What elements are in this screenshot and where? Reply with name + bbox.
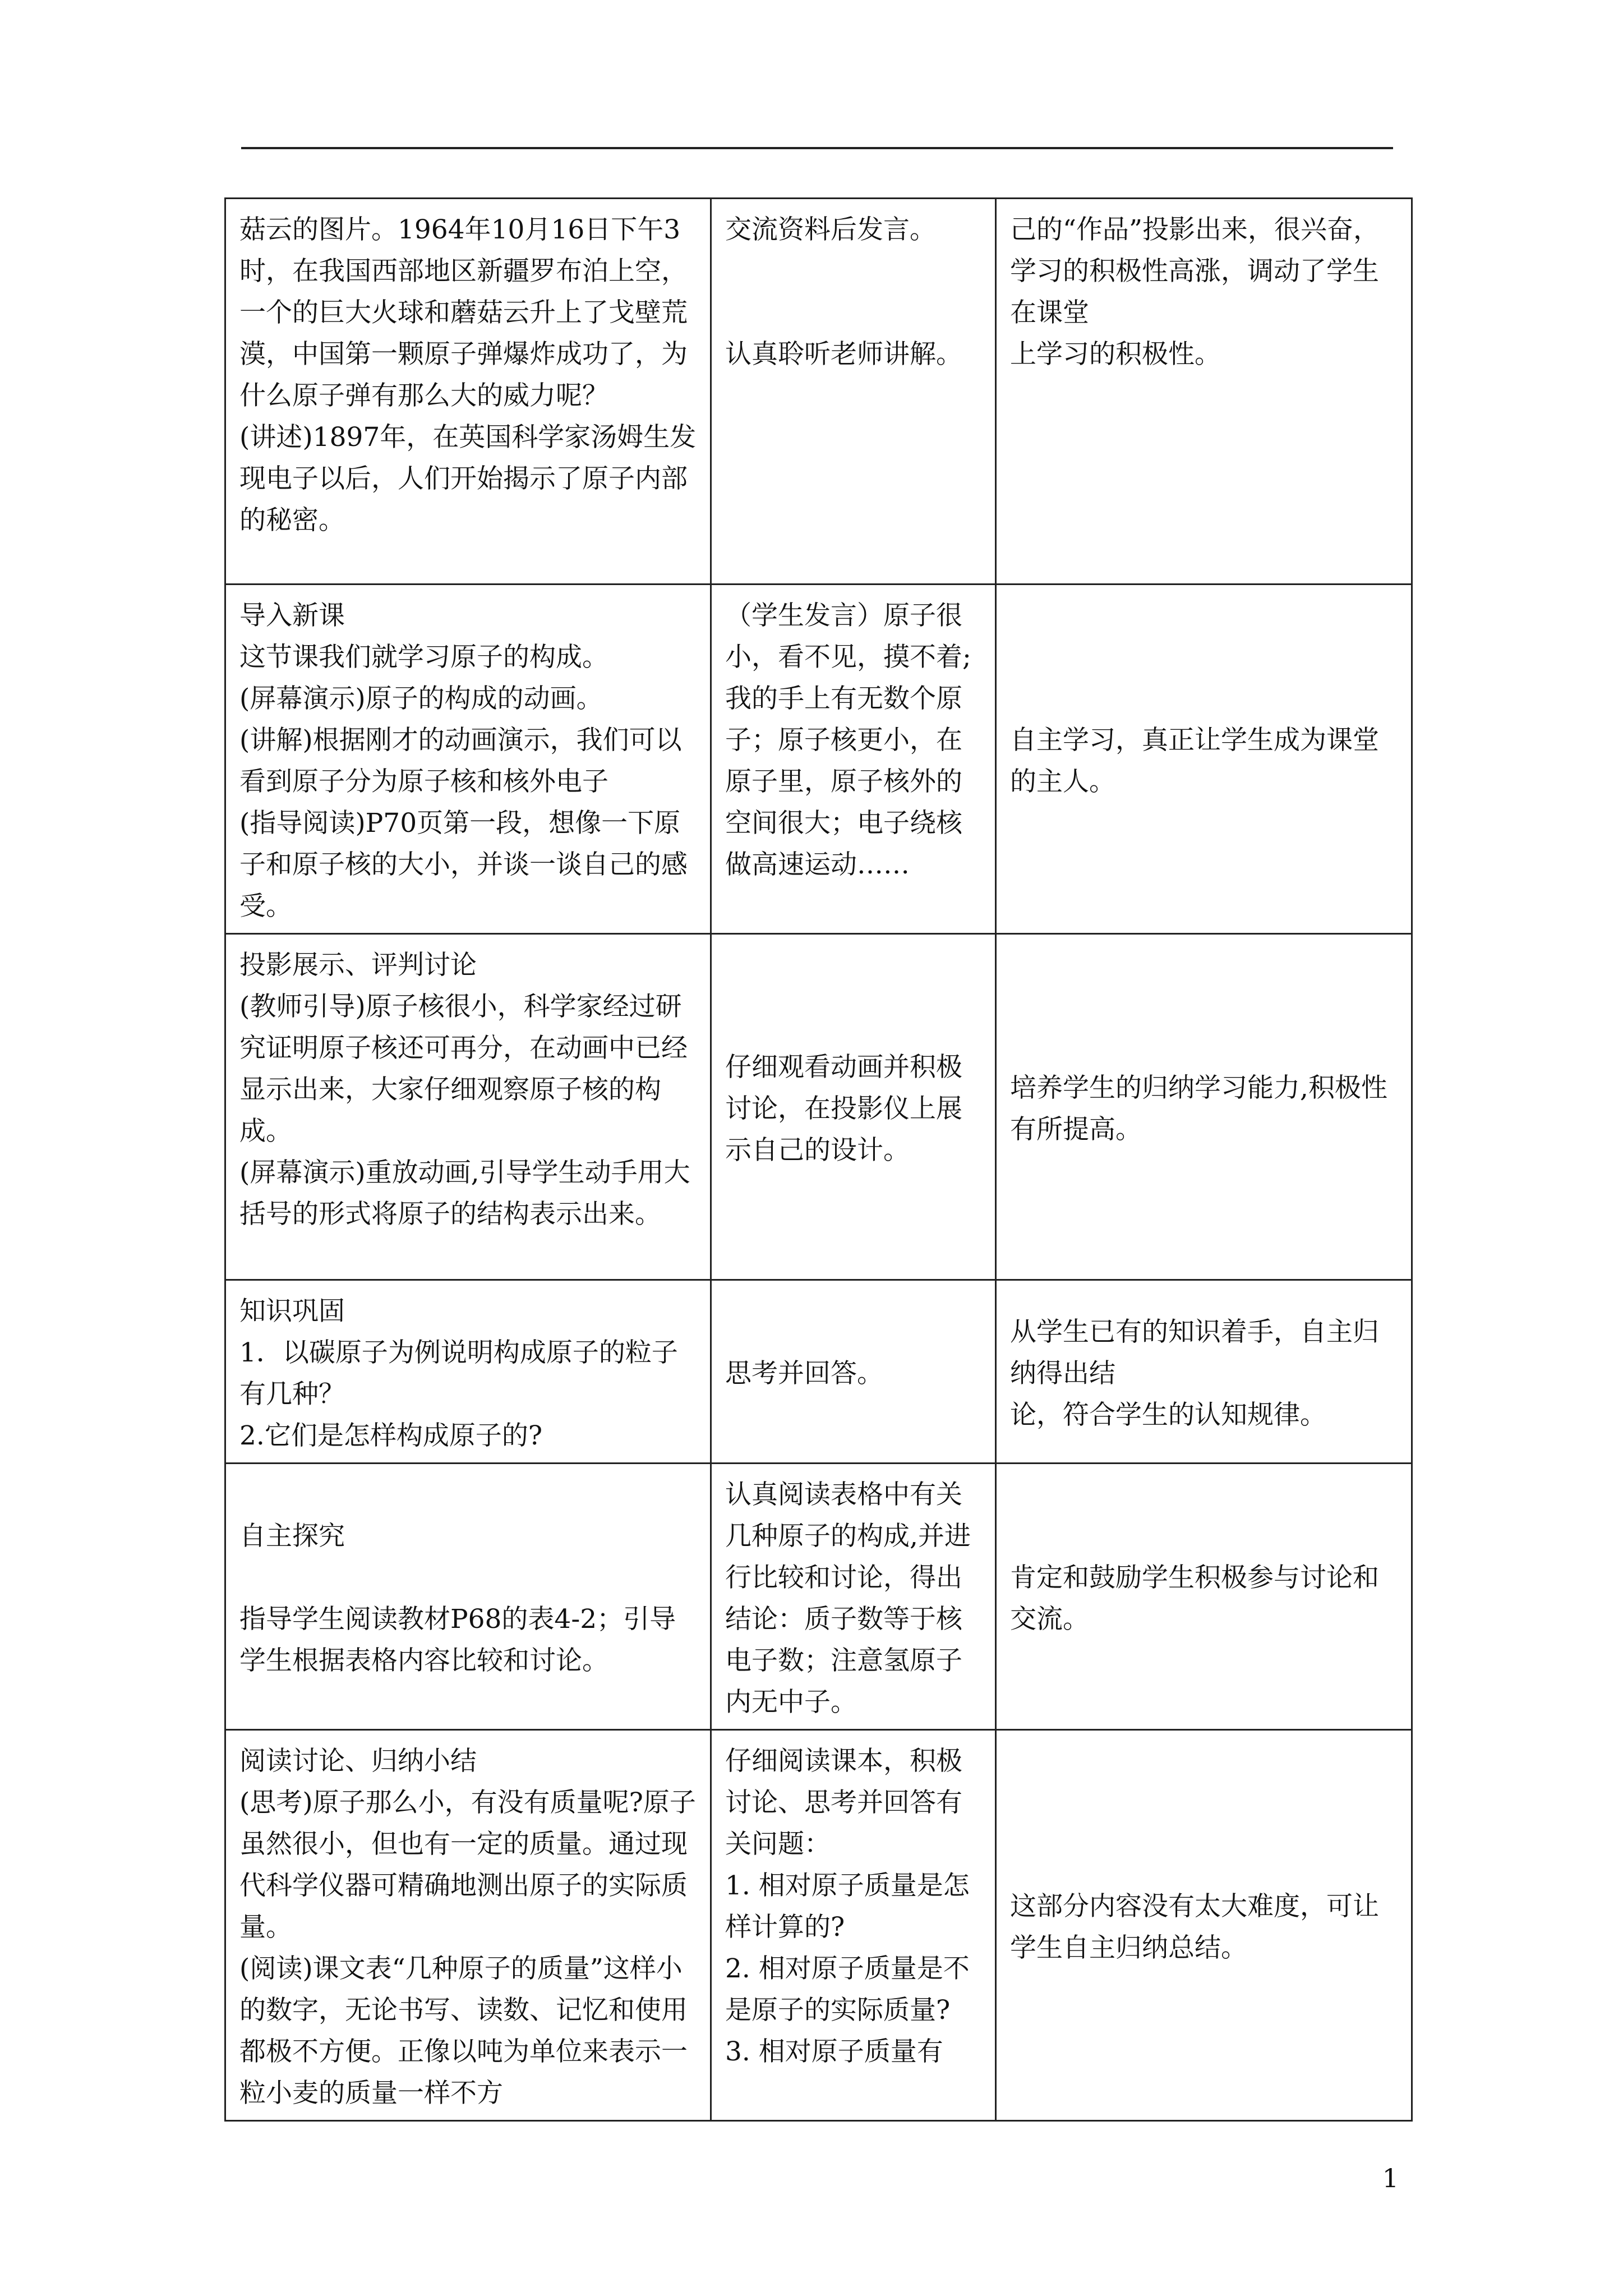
intent-text: 自主学习，真正让学生成为课堂的主人。: [1010, 725, 1379, 797]
teacher-text: (屏幕演示)原子的构成的动画。: [239, 683, 603, 714]
intent-text: 这部分内容没有太大难度，可让学生自主归纳总结。: [1010, 1891, 1379, 1963]
student-activity-cell: [711, 199, 996, 585]
lesson-plan-table: [224, 197, 1413, 2122]
student-text: 思考并回答。: [725, 1358, 883, 1389]
teacher-activity-cell: [225, 1280, 711, 1464]
intent-text: 己的“作品”投影出来，很兴奋，学习的积极性高涨，调动了学生在课堂: [1010, 214, 1380, 328]
student-text: 2. 相对原子质量是不是原子的实际质量?: [725, 1953, 970, 2026]
student-activity-cell: [711, 585, 996, 934]
student-text: （学生发言）原子很小，看不见，摸不着;我的手上有无数个原子；原子核更小，在原子里，原子核外的空间很大；电子绕核做高速运动……: [725, 600, 971, 880]
intent-text: 培养学生的归纳学习能力,积极性有所提高。: [1010, 1073, 1387, 1145]
intent-text: 上学习的积极性。: [1010, 339, 1221, 370]
teacher-activity-cell: [225, 1730, 711, 2121]
student-activity-cell: [711, 1464, 996, 1730]
teacher-activity-cell: [225, 199, 711, 585]
header-rule: [241, 147, 1393, 149]
teacher-text: (指导阅读)P70页第一段，想像一下原子和原子核的大小，并谈一谈自己的感受。: [239, 808, 688, 922]
teacher-text: 这节课我们就学习原子的构成。: [239, 642, 608, 673]
teacher-activity-cell: [225, 934, 711, 1280]
teacher-activity-cell: [225, 1464, 711, 1730]
intent-text: 从学生已有的知识着手，自主归纳得出结: [1010, 1317, 1379, 1389]
student-text: 认真阅读表格中有关几种原子的构成,并进行比较和讨论，得出结论：质子数等于核电子数；注意氢原子内无中子。: [725, 1479, 971, 1718]
teacher-text: 指导学生阅读教材P68的表4-2；引导学生根据表格内容比较和讨论。: [239, 1604, 676, 1676]
design-intent-cell: [996, 1280, 1412, 1464]
student-activity-cell: [711, 934, 996, 1280]
table-row: [225, 1280, 1412, 1464]
design-intent-cell: [996, 1464, 1412, 1730]
teacher-text: (讲述)1897年，在英国科学家汤姆生发现电子以后，人们开始揭示了原子内部的秘密。: [239, 422, 697, 536]
design-intent-cell: [996, 199, 1412, 585]
page-number: 1: [1382, 2163, 1399, 2193]
student-activity-cell: [711, 1280, 996, 1464]
student-activity-cell: [711, 1730, 996, 2121]
teacher-text: 1．以碳原子为例说明构成原子的粒子有几种？: [239, 1337, 678, 1410]
teacher-text: 阅读讨论、归纳小结: [239, 1746, 477, 1777]
intent-text: 论，符合学生的认知规律。: [1010, 1400, 1326, 1430]
student-text: 仔细观看动画并积极讨论，在投影仪上展示自己的设计。: [725, 1052, 962, 1166]
student-text: 仔细阅读课本，积极讨论、思考并回答有关问题：: [725, 1746, 962, 1860]
design-intent-cell: [996, 934, 1412, 1280]
student-text: 交流资料后发言。: [725, 214, 936, 245]
student-text: 1. 相对原子质量是怎样计算的?: [725, 1870, 970, 1943]
teacher-text: (教师引导)原子核很小，科学家经过研究证明原子核还可再分，在动画中已经显示出来，大家仔细观察原子核的构成。: [239, 991, 688, 1147]
table-row: [225, 1730, 1412, 2121]
teacher-text: 2.它们是怎样构成原子的?: [239, 1420, 543, 1451]
teacher-text: (讲解)根据刚才的动画演示，我们可以看到原子分为原子核和核外电子: [239, 725, 682, 797]
teacher-text: (思考)原子那么小，有没有质量呢?原子虽然很小，但也有一定的质量。通过现代科学仪器可精确地测出原子的实际质量。: [239, 1787, 696, 1943]
teacher-text: 菇云的图片。1964年10月16日下午3时，在我国西部地区新疆罗布泊上空，一个的巨大火球和蘑菇云升上了戈壁荒漠，中国第一颗原子弹爆炸成功了，为什么原子弹有那么大的威力呢？: [239, 214, 688, 411]
table-row: [225, 585, 1412, 934]
table-row: [225, 1464, 1412, 1730]
teacher-text: 导入新课: [239, 600, 345, 631]
teacher-text: 知识巩固: [239, 1296, 345, 1327]
teacher-text: 投影展示、评判讨论: [239, 950, 477, 981]
teacher-text: 自主探究: [239, 1521, 345, 1552]
teacher-activity-cell: [225, 585, 711, 934]
teacher-text: (屏幕演示)重放动画,引导学生动手用大括号的形式将原子的结构表示出来。: [239, 1157, 690, 1230]
student-text: 认真聆听老师讲解。: [725, 339, 962, 370]
student-text: 3. 相对原子质量有: [725, 2036, 943, 2067]
design-intent-cell: [996, 585, 1412, 934]
design-intent-cell: [996, 1730, 1412, 2121]
table-row: [225, 934, 1412, 1280]
teacher-text: (阅读)课文表“几种原子的质量”这样小的数字，无论书写、读数、记忆和使用都极不方便。正像以吨为单位来表示一粒小麦的质量一样不方: [239, 1953, 688, 2109]
table-row: [225, 199, 1412, 585]
intent-text: 肯定和鼓励学生积极参与讨论和交流。: [1010, 1562, 1379, 1635]
